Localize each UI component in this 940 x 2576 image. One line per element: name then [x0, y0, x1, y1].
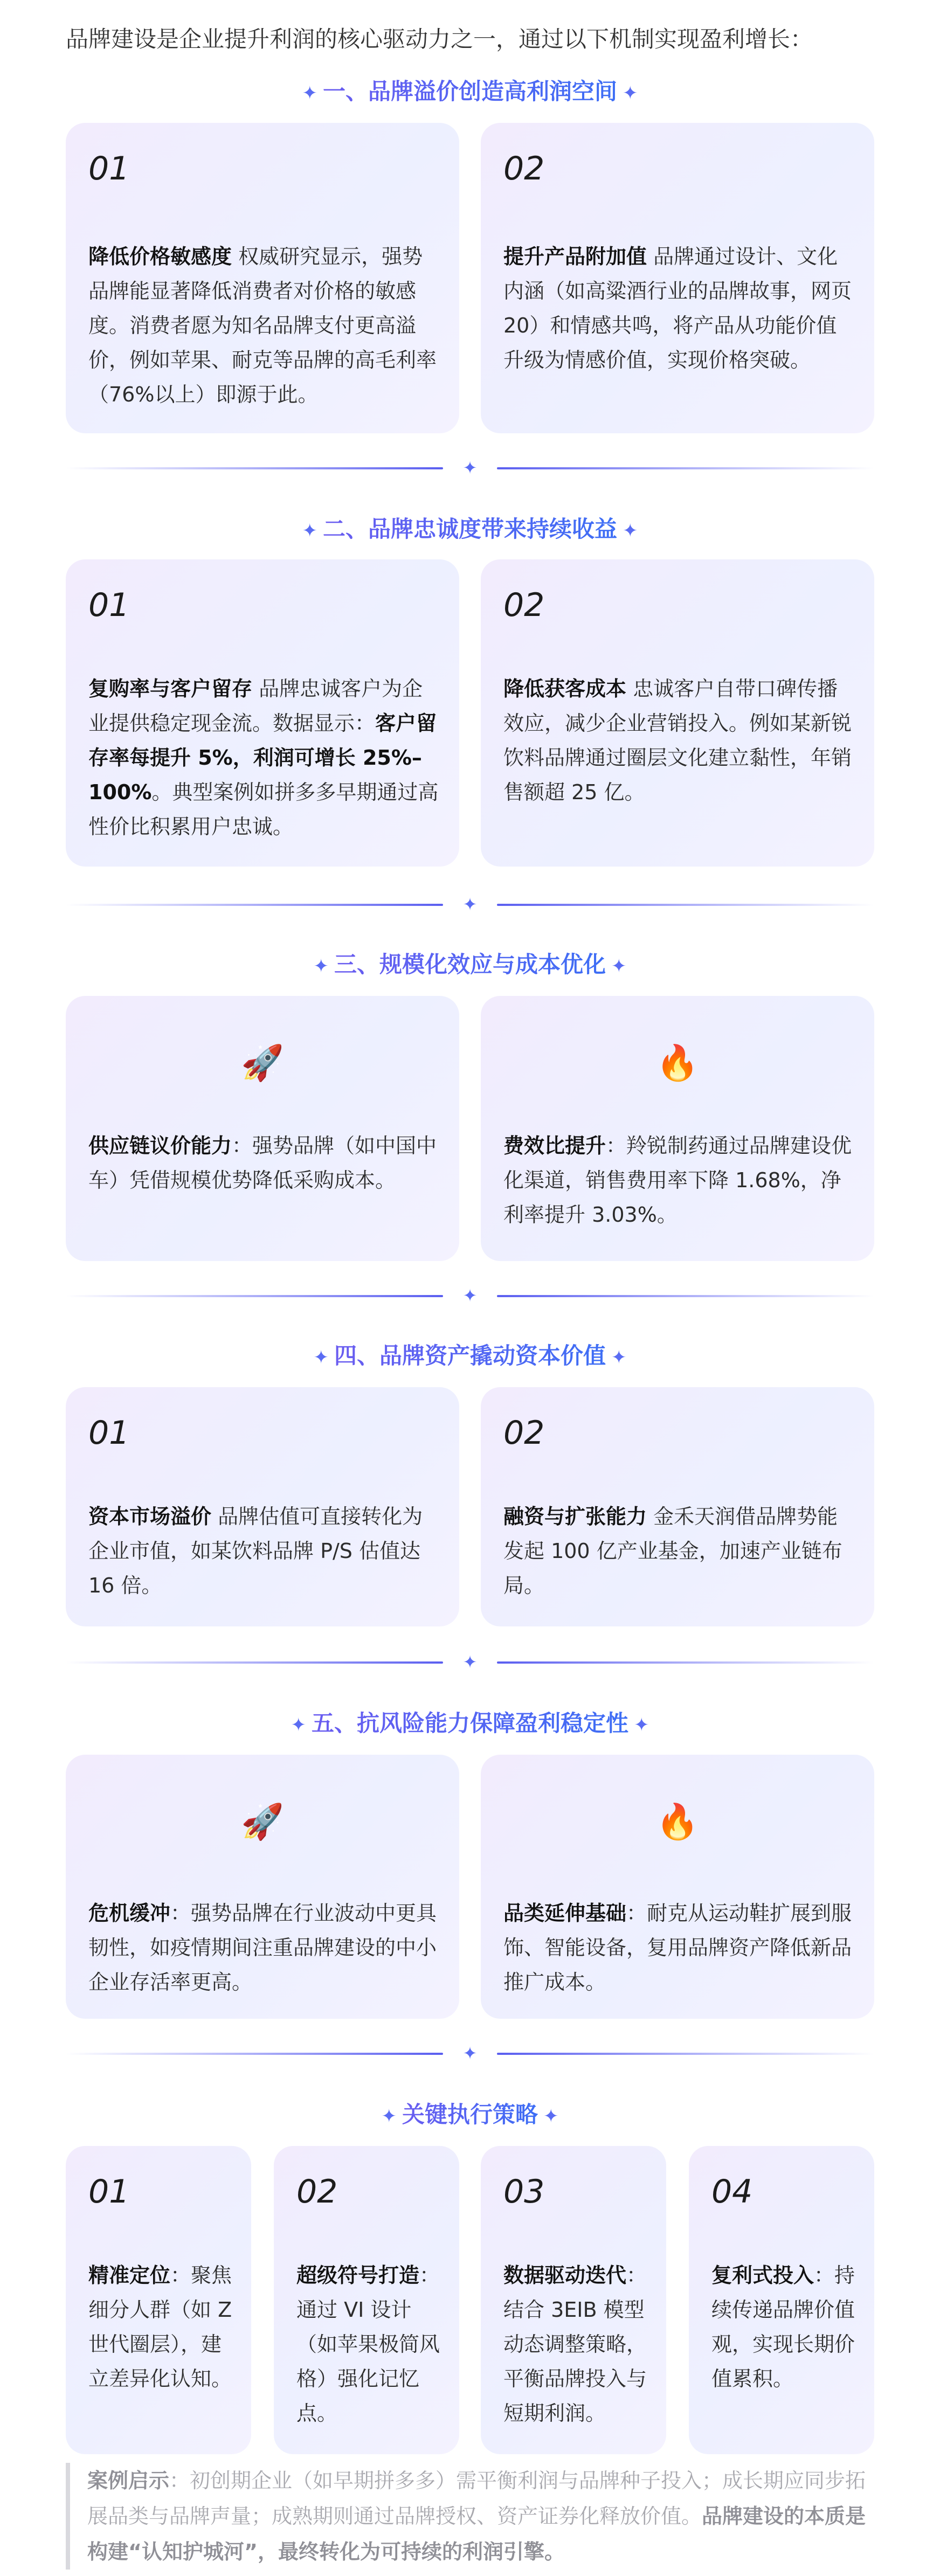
card-body	[503, 1896, 855, 1999]
card-lead: 复利式投入	[711, 2263, 814, 2287]
card-text: ：结合 3EIB 模型动态调整策略，平衡品牌投入与短期利润。	[503, 2263, 647, 2425]
card-number: 02	[296, 2173, 338, 2211]
divider	[66, 1651, 874, 1673]
card	[66, 559, 459, 867]
case-conclusion: 品牌建设的本质是构建“认知护城河”，最终转化为可持续的利润引擎。	[87, 2504, 866, 2564]
sparkle-icon: ✦	[302, 520, 317, 542]
section-title-text: 四、品牌资产撬动资本价值	[334, 1342, 606, 1369]
sparkle-icon: ✦	[462, 1652, 478, 1672]
sparkle-icon: ✦	[462, 458, 478, 478]
section-title	[66, 75, 874, 109]
section-title	[66, 1707, 874, 1741]
sparkle-icon: ✦	[313, 955, 329, 977]
card-text: ：羚锐制药通过品牌建设优化渠道，销售费用率下降 1.68%，净利率提升 3.03%。	[503, 1134, 852, 1227]
card-number: 02	[503, 1414, 545, 1452]
card-text: 。典型案例如拼多多早期通过高性价比积累用户忠诚。	[88, 780, 439, 839]
sparkle-icon: ✦	[611, 955, 627, 977]
card-lead: 精准定位	[88, 2263, 171, 2287]
section-title	[66, 1340, 874, 1374]
card	[481, 996, 874, 1261]
card	[66, 1387, 459, 1626]
card-body	[88, 1896, 440, 1999]
section-title-text: 一、品牌溢价创造高利润空间	[322, 78, 617, 105]
section-title-text: 二、品牌忠诚度带来持续收益	[322, 516, 617, 542]
sparkle-icon: ✦	[381, 2106, 397, 2127]
card-text: ：聚焦细分人群（如 Z 世代圈层），建立差异化认知。	[88, 2263, 232, 2391]
sparkle-icon: ✦	[634, 1714, 649, 1736]
card	[66, 1755, 459, 2019]
fire-icon: 🔥	[656, 1802, 699, 1842]
card-number: 02	[503, 150, 545, 188]
card-lead: 提升产品附加值	[503, 245, 647, 268]
card-text: ：耐克从运动鞋扩展到服饰、智能设备，复用品牌资产降低新品推广成本。	[503, 1901, 852, 1994]
sparkle-icon: ✦	[611, 1347, 627, 1368]
card	[66, 2146, 251, 2454]
card-body	[88, 239, 440, 412]
card-lead: 降低获客成本	[503, 677, 627, 701]
section-title-text: 五、抗风险能力保障盈利稳定性	[311, 1710, 628, 1736]
card	[689, 2146, 874, 2454]
card-lead: 降低价格敏感度	[88, 245, 232, 268]
card	[66, 996, 459, 1261]
card-text: 金禾天润借品牌势能发起 100 亿产业基金，加速产业链布局。	[503, 1505, 842, 1597]
sparkle-icon: ✦	[543, 2106, 559, 2127]
sparkle-icon: ✦	[302, 82, 317, 104]
card-number: 04	[711, 2173, 753, 2211]
card-body	[503, 239, 855, 377]
divider	[66, 2042, 874, 2064]
card-number: 03	[503, 2173, 545, 2211]
card-text: ：强势品牌（如中国中车）凭借规模优势降低采购成本。	[88, 1134, 437, 1192]
card-text: ：强势品牌在行业波动中更具韧性，如疫情期间注重品牌建设的中小企业存活率更高。	[88, 1901, 437, 1994]
card-body	[503, 671, 855, 809]
card-body	[88, 1499, 440, 1603]
card-text: 品牌忠诚客户为企业提供稳定现金流。数据显示：	[88, 677, 423, 735]
card-text: 品牌估值可直接转化为企业市值，如某饮料品牌 P/S 估值达 16 倍。	[88, 1505, 423, 1597]
divider	[66, 1285, 874, 1306]
card-number: 01	[88, 150, 130, 188]
card-body	[296, 2258, 444, 2430]
case-lead: 案例启示	[87, 2469, 170, 2492]
case-text: ：初创期企业（如早期拼多多）需平衡利润与品牌种子投入；成长期应同步拓展品类与品牌声量；成熟期则通过品牌授权、资产证券化释放价值。	[87, 2469, 866, 2528]
card-lead: 供应链议价能力	[88, 1134, 232, 1158]
card-number: 01	[88, 586, 130, 624]
section-title-text: 三、规模化效应与成本优化	[334, 951, 606, 978]
card-body	[88, 1128, 440, 1197]
card-text: 忠诚客户自带口碑传播效应，减少企业营销投入。例如某新锐饮料品牌通过圈层文化建立黏性，年销售额超 25 亿。	[503, 677, 852, 804]
card-text: 权威研究显示，强势品牌能显著降低消费者对价格的敏感度。消费者愿为知名品牌支付更高溢价，例如苹果、耐克等品牌的高毛利率（76%以上）即源于此。	[88, 245, 437, 406]
rocket-icon: 🚀	[241, 1802, 284, 1842]
sparkle-icon: ✦	[623, 82, 638, 104]
card-text: 品牌通过设计、文化内涵（如高粱酒行业的品牌故事，网页20）和情感共鸣，将产品从功能价值升级为情感价值，实现价格突破。	[503, 245, 852, 372]
card-body	[503, 1499, 855, 1603]
card-lead: 超级符号打造	[296, 2263, 420, 2287]
card	[274, 2146, 459, 2454]
card-number: 01	[88, 2173, 130, 2211]
card-body	[503, 1128, 855, 1232]
card-text: ：持续传递品牌价值观，实现长期价值累积。	[711, 2263, 855, 2391]
card	[481, 1387, 874, 1626]
card	[481, 1755, 874, 2019]
card	[481, 559, 874, 867]
divider	[66, 894, 874, 915]
sparkle-icon: ✦	[313, 1347, 329, 1368]
card-lead: 资本市场溢价	[88, 1505, 212, 1528]
card-lead: 数据驱动迭代	[503, 2263, 627, 2287]
card-number: 02	[503, 586, 545, 624]
section-title	[66, 948, 874, 982]
section-title	[66, 2099, 874, 2132]
card-number: 01	[88, 1414, 130, 1452]
card	[481, 123, 874, 433]
section-title	[66, 513, 874, 547]
intro-text: 品牌建设是企业提升利润的核心驱动力之一，通过以下机制实现盈利增长：	[66, 26, 813, 52]
card	[66, 123, 459, 433]
card-lead: 费效比提升	[503, 1134, 606, 1158]
card-text: ：通过 VI 设计（如苹果极简风格）强化记忆点。	[296, 2263, 440, 2425]
card-body	[88, 2258, 236, 2396]
rocket-icon: 🚀	[241, 1043, 284, 1083]
card-body	[503, 2258, 651, 2430]
divider	[66, 457, 874, 479]
card-lead: 融资与扩张能力	[503, 1505, 647, 1528]
sparkle-icon: ✦	[462, 1285, 478, 1306]
card-body	[711, 2258, 859, 2396]
card-body	[88, 671, 440, 844]
sparkle-icon: ✦	[623, 520, 638, 542]
sparkle-icon: ✦	[462, 2043, 478, 2063]
fire-icon: 🔥	[656, 1043, 699, 1083]
card-highlight: 客户留存率每提升 5%，利润可增长 25%–100%	[88, 711, 437, 804]
card-lead: 复购率与客户留存	[88, 677, 253, 701]
card-lead: 品类延伸基础	[503, 1901, 627, 1925]
section-title-text: 关键执行策略	[402, 2101, 538, 2128]
sparkle-icon: ✦	[462, 894, 478, 915]
card-lead: 危机缓冲	[88, 1901, 171, 1925]
card	[481, 2146, 666, 2454]
case-note	[66, 2463, 874, 2570]
sparkle-icon: ✦	[291, 1714, 306, 1736]
